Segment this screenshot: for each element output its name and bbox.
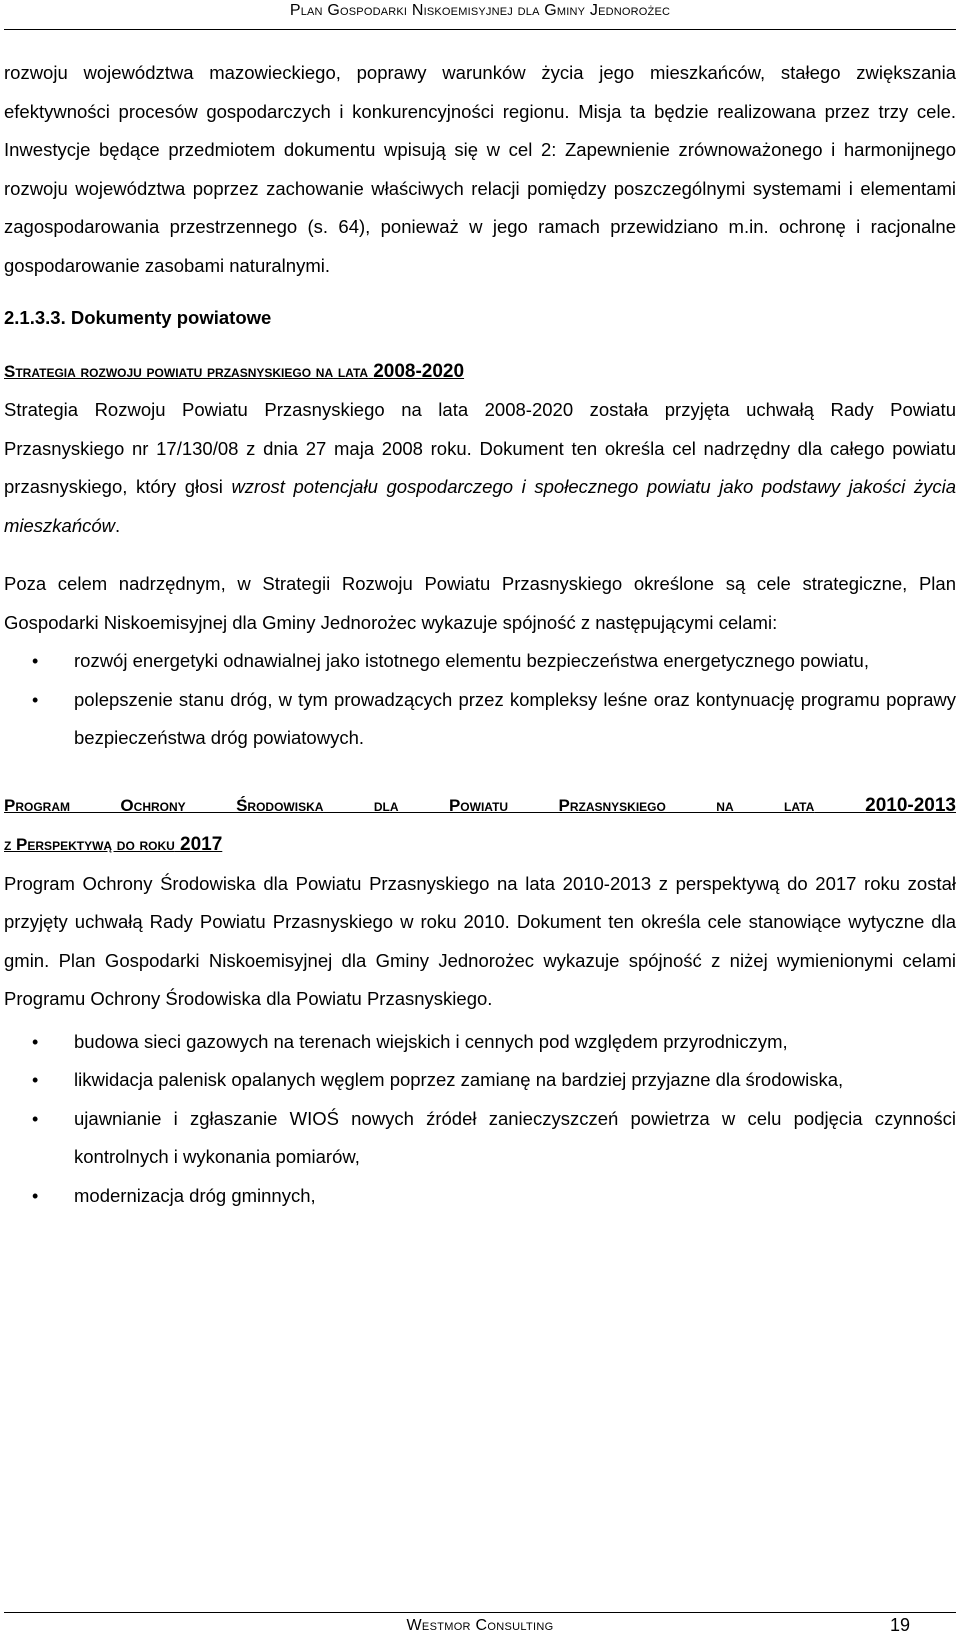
- document-body: [4, 54, 956, 1215]
- bullet-icon: •: [32, 1108, 39, 1129]
- program-heading2-year: 2017: [180, 834, 223, 855]
- list-item: [4, 681, 956, 758]
- intro-paragraph: rozwoju województwa mazowieckiego, poprawy warunków życia jego mieszkańców, stałego zwiększania efektywności procesów gospodarczych i konkurencyjności regionu. Misja ta będzie realizowana przez trzy cele. Inwestycje będące przedmiotem dokumentu wpisują się w cel 2: Zapewnienie zrównoważonego i harmonijnego rozwoju województwa poprzez zachowanie właściwych relacji pomiędzy poszczególnymi systemami i elementami zagospodarowania przestrzennego (s. 64), ponieważ w jego ramach przewidziano m.in. ochronę i racjonalne gospodarowanie zasobami naturalnymi.: [4, 62, 956, 276]
- list-item-text: ujawnianie i zgłaszanie WIOŚ nowych źródeł zanieczyszczeń powietrza w celu podjęcia czynności kontrolnych i wykonania pomiarów,: [74, 1107, 956, 1167]
- list-item-text: budowa sieci gazowych na terenach wiejskich i cennych pod względem przyrodniczym,: [74, 1030, 788, 1052]
- strategy-p1-end: .: [115, 514, 121, 536]
- header-divider: [4, 29, 956, 30]
- list-item-text: polepszenie stanu dróg, w tym prowadzących przez kompleksy leśne oraz kontynuację programu poprawy bezpieczeństwa dróg powiatowych.: [74, 688, 956, 748]
- footer-divider: [4, 1612, 956, 1613]
- bullet-icon: •: [32, 1185, 39, 1206]
- program-heading2-text: z Perspektywą do roku: [4, 835, 175, 854]
- strategy-paragraph-2: Poza celem nadrzędnym, w Strategii Rozwoju Powiatu Przasnyskiego określone są cele strategiczne, Plan Gospodarki Niskoemisyjnej dla Gminy Jednorożec wykazuje spójność z następującymi celami:: [4, 573, 956, 633]
- bullet-icon: •: [32, 651, 39, 671]
- list-item: [4, 1061, 956, 1100]
- strategy-p1-italic: wzrost potencjału gospodarczego i społecznego powiatu jako podstawy jakości życia mieszkańców: [4, 476, 956, 536]
- list-item-text: rozwój energetyki odnawialnej jako istotnego elementu bezpieczeństwa energetycznego powiatu,: [74, 650, 869, 671]
- list-item: [4, 1177, 956, 1216]
- program-goal-list: [4, 1023, 956, 1216]
- strategy-p1-text: Strategia Rozwoju Powiatu Przasnyskiego na lata 2008-2020 została przyjęta uchwałą Rady Powiatu Przasnyskiego nr 17/130/08 z dnia 27 maja 2008 roku. Dokument ten określa cel nadrzędny dla całego powiatu przasnyskiego, który głosi: [4, 399, 956, 497]
- strategy-paragraph-1: [4, 391, 956, 545]
- footer-company: Westmor Consulting: [406, 1617, 554, 1634]
- strategy-heading-text: Strategia rozwoju powiatu przasnyskiego na lata: [4, 361, 369, 381]
- bullet-icon: •: [32, 1031, 39, 1052]
- strategy-heading: [4, 352, 956, 392]
- strategy-goal-list: [4, 642, 956, 758]
- program-heading-line-2: [4, 825, 956, 865]
- strategy-heading-years: 2008-2020: [373, 360, 465, 382]
- page-number: 19: [889, 1615, 910, 1635]
- list-item: [4, 642, 956, 681]
- program-heading-years: 2010-2013: [865, 794, 956, 816]
- list-item: [4, 1100, 956, 1177]
- page-header: [0, 2, 960, 26]
- list-item-text: likwidacja palenisk opalanych węglem poprzez zamianę na bardziej przyjazne dla środowiska,: [74, 1069, 844, 1090]
- list-item: [4, 1023, 956, 1062]
- bullet-icon: •: [32, 689, 39, 710]
- program-heading-text: Program Ochrony Środowiska dla Powiatu Przasnyskiego na lata: [4, 795, 815, 815]
- header-title: Plan Gospodarki Niskoemisyjnej dla Gminy Jednorożec: [289, 2, 671, 19]
- program-heading: [4, 786, 956, 826]
- list-item-text: modernizacja dróg gminnych,: [74, 1184, 316, 1206]
- program-paragraph-1: Program Ochrony Środowiska dla Powiatu Przasnyskiego na lata 2010-2013 z perspektywą do 2017 roku został przyjęty uchwałą Rady Powiatu Przasnyskiego w roku 2010. Dokument ten określa cele stanowiące wytyczne dla gmin. Plan Gospodarki Niskoemisyjnej dla Gminy Jednorożec wykazuje spójność z niżej wymienionymi celami Programu Ochrony Środowiska dla Powiatu Przasnyskiego.: [4, 872, 956, 1009]
- bullet-icon: •: [32, 1070, 39, 1090]
- section-heading: 2.1.3.3. Dokumenty powiatowe: [4, 307, 272, 328]
